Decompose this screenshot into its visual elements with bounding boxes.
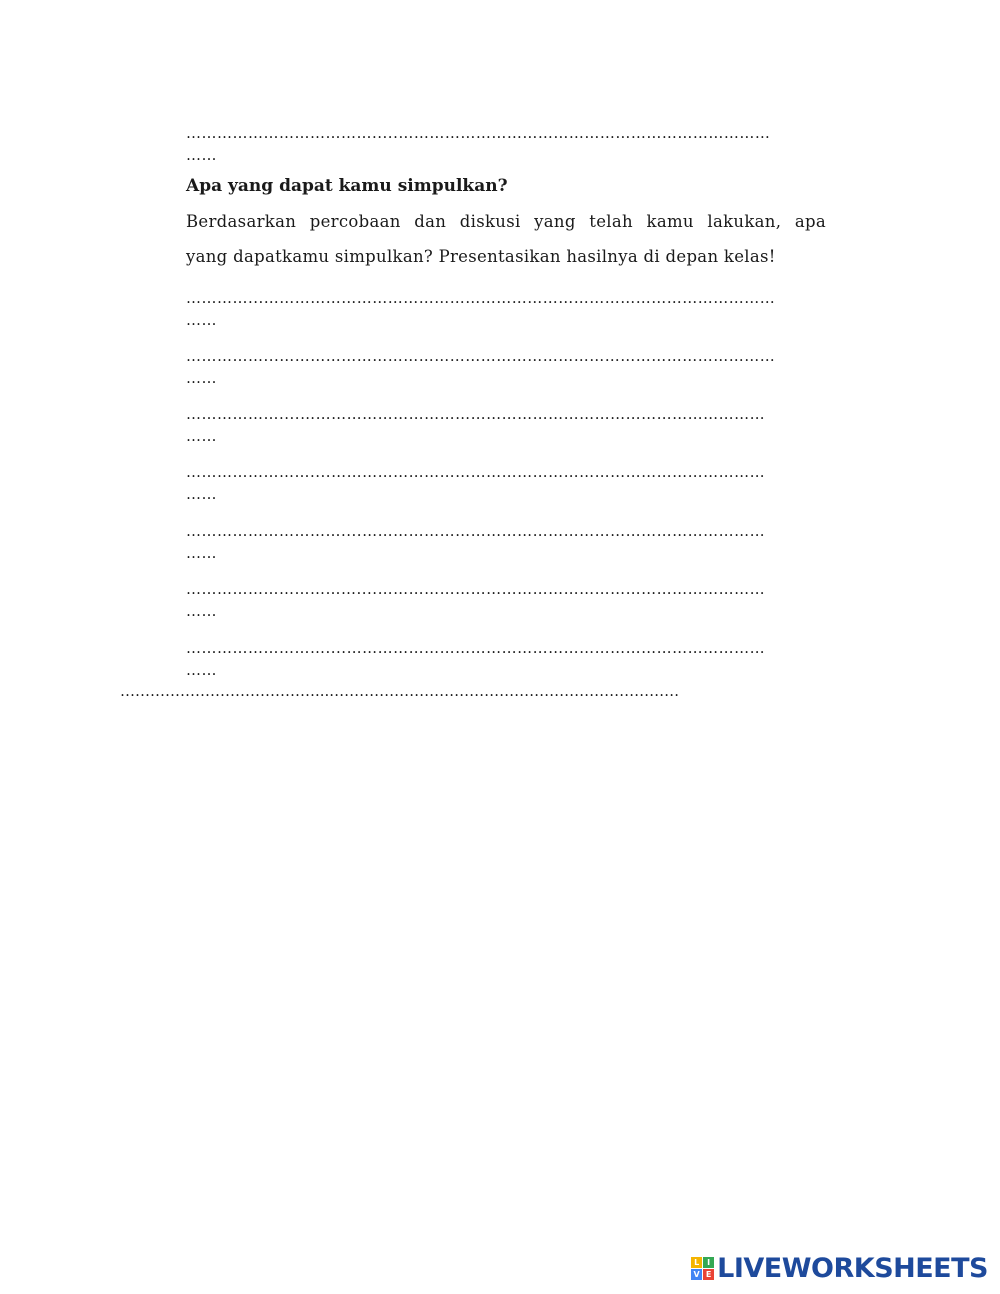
logo-letter: L: [691, 1257, 702, 1268]
answer-line-row1: …………………………....……………………………………………………………………: [186, 522, 766, 540]
answer-line-row2: ……: [186, 427, 217, 445]
answer-line-top-row2: ……: [186, 146, 217, 164]
liveworksheets-wordmark: LIVEWORKSHEETS: [717, 1253, 988, 1284]
answer-line-row2: ……: [186, 369, 217, 387]
answer-line-row2: ……: [186, 485, 217, 503]
logo-letter: E: [703, 1269, 714, 1280]
answer-line-top[interactable]: [186, 122, 886, 166]
answer-line-bottom[interactable]: …………………………………....……………………………………………………………: [120, 682, 680, 700]
logo-letter: V: [691, 1269, 702, 1280]
answer-line[interactable]: [186, 287, 886, 331]
answer-line-row2: ……: [186, 602, 217, 620]
answer-line[interactable]: [186, 345, 886, 389]
answer-line[interactable]: [186, 520, 886, 564]
answer-line-top-row1: ……………………………….....………………………………………………………………: [186, 124, 771, 142]
liveworksheets-watermark: [691, 1255, 988, 1282]
instruction-paragraph-line2: yang dapatkamu simpulkan? Presentasikan hasilnya di depan kelas!: [186, 247, 776, 266]
answer-line-row1: ……………...……………………………………………………………………………………: [186, 347, 776, 365]
answer-line-row1: ……………………………....…………………………………………………………………: [186, 580, 766, 598]
answer-line-row1: ……………………....…………………………………………………………………………: [186, 463, 766, 481]
answer-line-row1: …………...………………………………………………………………………………………: [186, 289, 776, 307]
answer-line[interactable]: [186, 461, 886, 505]
answer-line[interactable]: [186, 403, 886, 447]
answer-line[interactable]: [186, 578, 886, 622]
liveworksheets-logo-icon: [691, 1257, 714, 1280]
answer-line-row1: ………………....………………………………………………………………………………: [186, 405, 766, 423]
answer-line-row2: ……: [186, 544, 217, 562]
logo-letter: I: [703, 1257, 714, 1268]
answer-line-row1: ………………………....………………………………………………………………………: [186, 639, 766, 657]
answer-line[interactable]: [186, 637, 886, 681]
instruction-paragraph-line1: Berdasarkan percobaan dan diskusi yang telah kamu lakukan, apa: [186, 212, 826, 231]
answer-line-row2: ……: [186, 311, 217, 329]
answer-line-row2: ……: [186, 661, 217, 679]
section-heading: Apa yang dapat kamu simpulkan?: [186, 176, 508, 196]
